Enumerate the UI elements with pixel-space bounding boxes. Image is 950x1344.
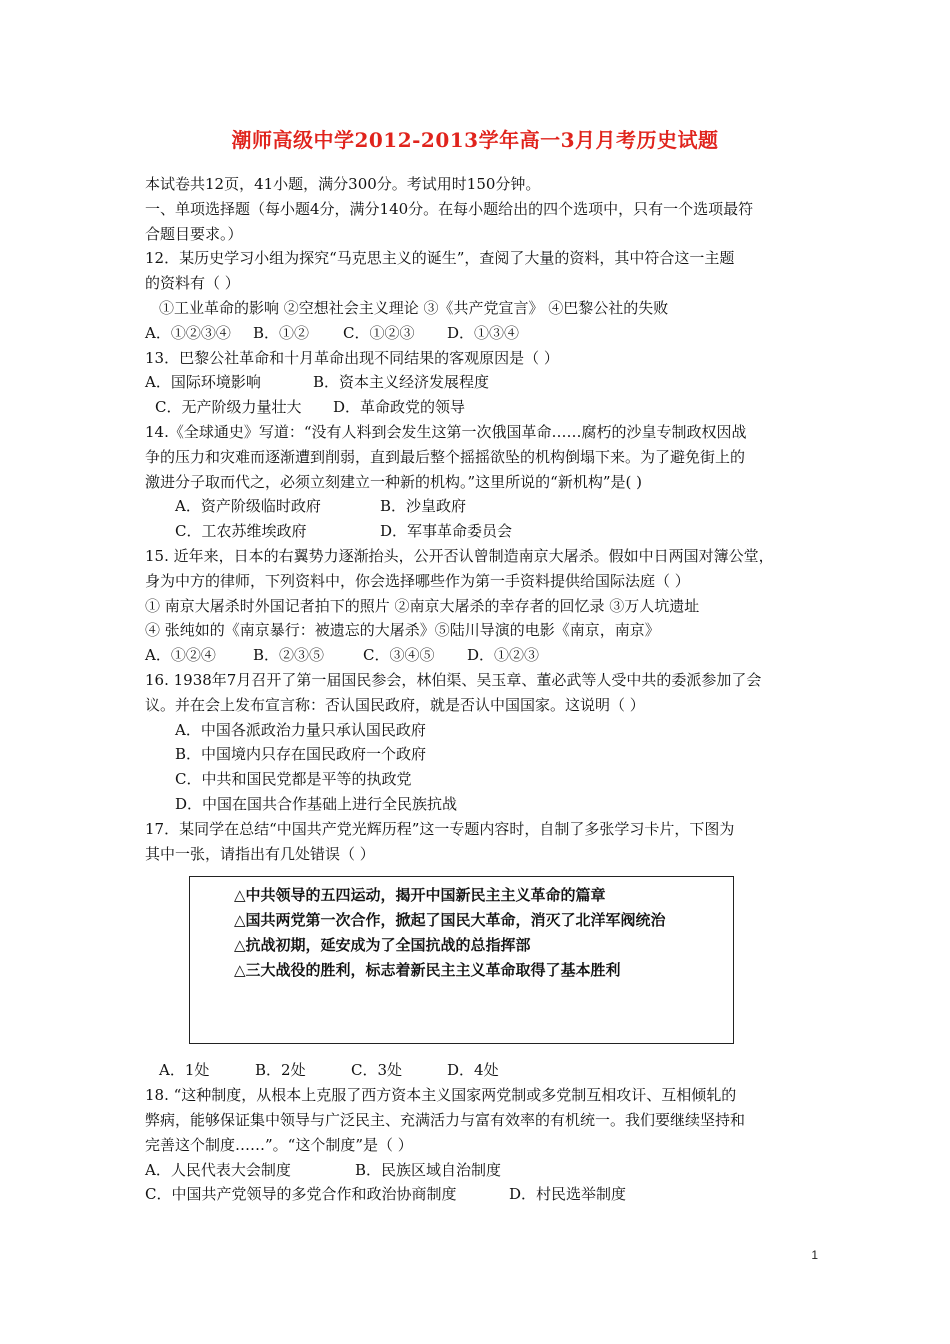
option-c[interactable]: C．③④⑤ (363, 646, 435, 665)
question-stem: 身为中方的律师，下列资料中，你会选择哪些作为第一手资料提供给国际法庭（ ） (145, 571, 690, 590)
card-item: △三大战役的胜利，标志着新民主主义革命取得了基本胜利 (234, 961, 621, 980)
option-b[interactable]: B．中国境内只存在国民政府一个政府 (175, 745, 427, 764)
question-stem: 13．巴黎公社革命和十月革命出现不同结果的客观原因是（ ） (145, 348, 559, 367)
question-stem: 争的压力和灾难而逐渐遭到削弱，直到最后整个摇摇欲坠的机构倒塌下来。为了避免街上的 (145, 447, 746, 466)
option-a[interactable]: A．中国各派政治力量只承认国民政府 (175, 720, 426, 739)
question-stem: 的资料有（ ） (145, 274, 240, 293)
question-stem: 18. “这种制度，从根本上克服了西方资本主义国家两党制或多党制互相攻讦、互相倾轧的 (145, 1086, 737, 1105)
section-heading: 一、单项选择题（每小题4分，满分140分。在每小题给出的四个选项中，只有一个选项最符 (145, 199, 754, 218)
option-a[interactable]: A．资产阶级临时政府 (175, 497, 321, 516)
options-row (145, 494, 810, 519)
options-row (145, 370, 810, 395)
options-row (145, 1058, 810, 1083)
option-c[interactable]: C．中共和国民党都是平等的执政党 (175, 770, 412, 789)
card-item: △中共领导的五四运动，揭开中国新民主主义革命的篇章 (234, 886, 606, 905)
option-d[interactable]: D．中国在国共合作基础上进行全民族抗战 (175, 794, 458, 813)
section-heading-cont: 合题目要求。） (145, 224, 243, 243)
study-card (189, 876, 734, 1044)
option-b[interactable]: B．②③⑤ (253, 646, 325, 665)
option-a[interactable]: A．人民代表大会制度 (145, 1160, 291, 1179)
options-row (145, 1182, 810, 1207)
options-row (145, 321, 810, 346)
question-stem: 完善这个制度……”。“这个制度”是（ ） (145, 1135, 413, 1154)
option-d[interactable]: D．军事革命委员会 (380, 522, 513, 541)
option-b[interactable]: B．①② (253, 323, 310, 342)
option-c[interactable]: C．3处 (351, 1061, 403, 1080)
question-16 (145, 668, 810, 817)
question-stem: 议。并在会上发布宣言称：否认国民政府，就是否认中国国家。这说明（ ） (145, 695, 645, 714)
option-a[interactable]: A．①②④ (145, 646, 216, 665)
question-stem: 16. 1938年7月召开了第一届国民参会，林伯渠、吴玉章、董必武等人受中共的委派参加了会 (145, 670, 762, 689)
question-12 (145, 246, 810, 345)
question-stem: 12．某历史学习小组为探究“马克思主义的诞生”，查阅了大量的资料，其中符合这一主题 (145, 249, 735, 268)
option-c[interactable]: C．中国共产党领导的多党合作和政治协商制度 (145, 1185, 457, 1204)
card-item: △国共两党第一次合作，掀起了国民大革命，消灭了北洋军阀统治 (234, 911, 666, 930)
option-c[interactable]: C．工农苏维埃政府 (175, 522, 307, 541)
option-c[interactable]: C．无产阶级力量壮大 (155, 398, 302, 417)
question-17 (145, 817, 810, 1083)
question-15 (145, 544, 810, 668)
intro-text: 本试卷共12页，41小题，满分300分。考试用时150分钟。 (145, 175, 541, 193)
option-d[interactable]: D．村民选举制度 (509, 1185, 627, 1204)
option-a[interactable]: A．①②③④ (145, 323, 231, 342)
option-d[interactable]: D．4处 (447, 1061, 499, 1080)
exam-title: 潮师高级中学2012-2013学年高一3月月考历史试题 (231, 128, 719, 152)
card-item: △抗战初期，延安成为了全国抗战的总指挥部 (234, 936, 531, 955)
exam-content (145, 172, 810, 1207)
option-b[interactable]: B．资本主义经济发展程度 (313, 373, 490, 392)
question-stem: 15. 近年来，日本的右翼势力逐渐抬头，公开否认曾制造南京大屠杀。假如中日两国对簿公堂， (145, 546, 774, 565)
question-stem: 17．某同学在总结“中国共产党光辉历程”这一专题内容时，自制了多张学习卡片，下图为 (145, 819, 735, 838)
page-number: 1 (811, 1248, 818, 1262)
option-d[interactable]: D．①②③ (467, 646, 540, 665)
option-b[interactable]: B．2处 (255, 1061, 306, 1080)
options-row (145, 643, 810, 668)
options-row (145, 519, 810, 544)
question-stem: 弊病，能够保证集中领导与广泛民主、充满活力与富有效率的有机统一。我们要继续坚持和 (145, 1110, 746, 1129)
option-a[interactable]: A．1处 (159, 1061, 210, 1080)
option-a[interactable]: A．国际环境影响 (145, 373, 261, 392)
question-13 (145, 346, 810, 420)
option-b[interactable]: B．沙皇政府 (380, 497, 467, 516)
options-row (145, 395, 810, 420)
question-stem: 14.《全球通史》写道：“没有人料到会发生这第一次俄国革命……腐朽的沙皇专制政权因战 (145, 422, 747, 441)
question-stem: 其中一张，请指出有几处错误（ ） (145, 844, 375, 863)
question-items: ④ 张纯如的《南京暴行：被遗忘的大屠杀》⑤陆川导演的电影《南京，南京》 (145, 621, 660, 640)
options-row (145, 1158, 810, 1183)
question-stem: 激进分子取而代之，必须立刻建立一种新的机构。”这里所说的“新机构”是( ) (145, 472, 642, 491)
question-14 (145, 420, 810, 544)
question-items: ① 南京大屠杀时外国记者拍下的照片 ②南京大屠杀的幸存者的回忆录 ③万人坑遗址 (145, 596, 700, 615)
question-18 (145, 1083, 810, 1207)
option-c[interactable]: C．①②③ (343, 323, 415, 342)
option-d[interactable]: D．①③④ (447, 323, 520, 342)
option-d[interactable]: D．革命政党的领导 (333, 398, 466, 417)
question-items: ①工业革命的影响 ②空想社会主义理论 ③《共产党宣言》 ④巴黎公社的失败 (159, 298, 669, 317)
option-b[interactable]: B．民族区域自治制度 (355, 1160, 502, 1179)
